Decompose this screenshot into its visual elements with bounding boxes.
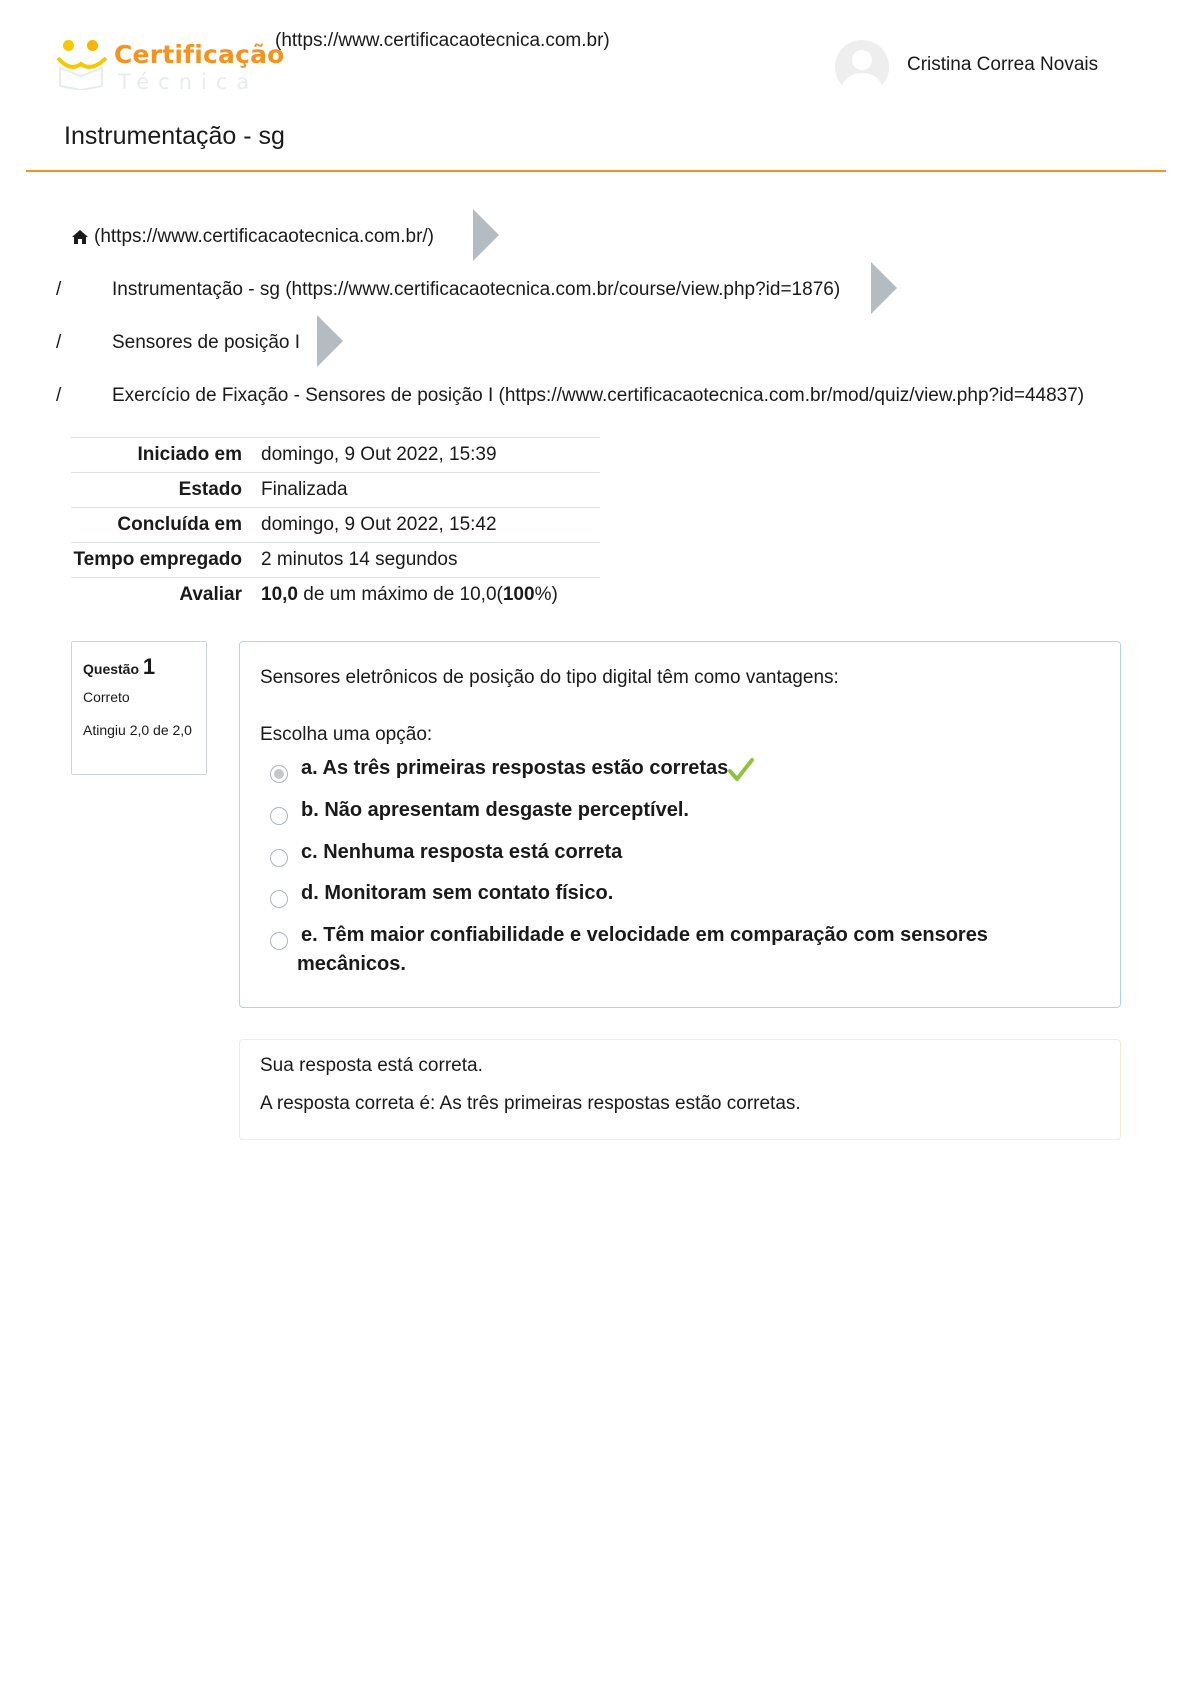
question-number-value: 1	[142, 654, 156, 679]
header-divider	[26, 170, 1166, 172]
breadcrumb-separator: /	[56, 332, 62, 353]
avatar-head-icon	[852, 50, 872, 70]
breadcrumb-separator: /	[56, 385, 62, 406]
home-icon[interactable]	[71, 229, 89, 245]
home-link[interactable]: (https://www.certificacaotecnica.com.br)	[275, 30, 610, 51]
question-text: Sensores eletrônicos de posição do tipo digital têm como vantagens:	[260, 667, 839, 688]
feedback-message: Sua resposta está correta.	[260, 1055, 483, 1076]
summary-value: domingo, 9 Out 2022, 15:39	[261, 444, 497, 465]
attempt-summary-table	[71, 437, 600, 613]
grade-percent: 100	[502, 584, 535, 606]
summary-value: domingo, 9 Out 2022, 15:42	[261, 514, 497, 535]
summary-value: 2 minutos 14 segundos	[261, 549, 458, 570]
option-a-radio[interactable]	[270, 765, 288, 783]
user-name[interactable]: Cristina Correa Novais	[907, 54, 1099, 75]
table-row	[71, 543, 600, 578]
option-a-label[interactable]: a. As três primeiras respostas estão corretas	[301, 757, 729, 779]
breadcrumb-arrow-icon	[317, 315, 343, 367]
breadcrumb-arrow-icon	[473, 209, 499, 261]
question-info	[71, 641, 207, 775]
table-row	[71, 473, 600, 508]
option-c-radio[interactable]	[270, 849, 288, 867]
summary-label: Tempo empregado	[73, 549, 242, 570]
grade-value	[261, 578, 600, 613]
summary-label: Concluída em	[117, 514, 242, 535]
table-row	[71, 438, 600, 473]
breadcrumb-quiz-link[interactable]: Exercício de Fixação - Sensores de posição I (https://www.certificacaotecnica.com.br/mod/quiz/view.php?id=44837)	[112, 385, 1085, 406]
logo-text: Certificação	[114, 40, 285, 69]
question-number	[83, 654, 195, 680]
option-d-radio[interactable]	[270, 890, 288, 908]
answer-prompt: Escolha uma opção:	[260, 724, 433, 745]
question-status: Correto	[83, 689, 130, 705]
summary-label: Iniciado em	[137, 444, 242, 465]
question-points: Atingiu 2,0 de 2,0	[83, 722, 192, 738]
grade-score: 10,0	[261, 584, 298, 606]
breadcrumb-home-link[interactable]: (https://www.certificacaotecnica.com.br/)	[94, 226, 434, 247]
summary-label: Avaliar	[179, 584, 242, 606]
correct-check-icon	[728, 757, 754, 783]
breadcrumb-separator: /	[56, 279, 62, 300]
table-row	[71, 578, 600, 613]
summary-label: Estado	[178, 479, 242, 500]
option-b-label[interactable]: b. Não apresentam desgaste perceptível.	[301, 799, 689, 821]
breadcrumb-course-link[interactable]: Instrumentação - sg (https://www.certificacaotecnica.com.br/course/view.php?id=1876)	[112, 279, 841, 300]
option-c-label[interactable]: c. Nenhuma resposta está correta	[301, 841, 623, 863]
page-title: Instrumentação - sg	[64, 122, 285, 150]
site-logo[interactable]	[54, 36, 285, 94]
option-e-radio[interactable]	[270, 932, 288, 950]
logo-book-icon	[54, 50, 110, 90]
grade-middle: de um máximo de 10,0(	[297, 584, 503, 606]
option-e-label[interactable]: e. Têm maior confiabilidade e velocidade em comparação com sensores	[301, 924, 988, 946]
summary-value: Finalizada	[261, 479, 348, 500]
option-d-label[interactable]: d. Monitoram sem contato físico.	[301, 882, 614, 904]
option-e-label-line2[interactable]: mecânicos.	[297, 953, 406, 975]
logo-subtext: Técnica	[118, 70, 259, 94]
question-label: Questão	[83, 661, 140, 677]
avatar-body-icon	[842, 73, 882, 94]
breadcrumb-section-link[interactable]: Sensores de posição I	[112, 332, 301, 353]
option-b-radio[interactable]	[270, 807, 288, 825]
correct-answer-text: A resposta correta é: As três primeiras respostas estão corretas.	[260, 1093, 801, 1114]
grade-end: %)	[534, 584, 558, 606]
table-row	[71, 508, 600, 543]
breadcrumb-arrow-icon	[871, 262, 897, 314]
user-avatar[interactable]	[835, 40, 889, 94]
